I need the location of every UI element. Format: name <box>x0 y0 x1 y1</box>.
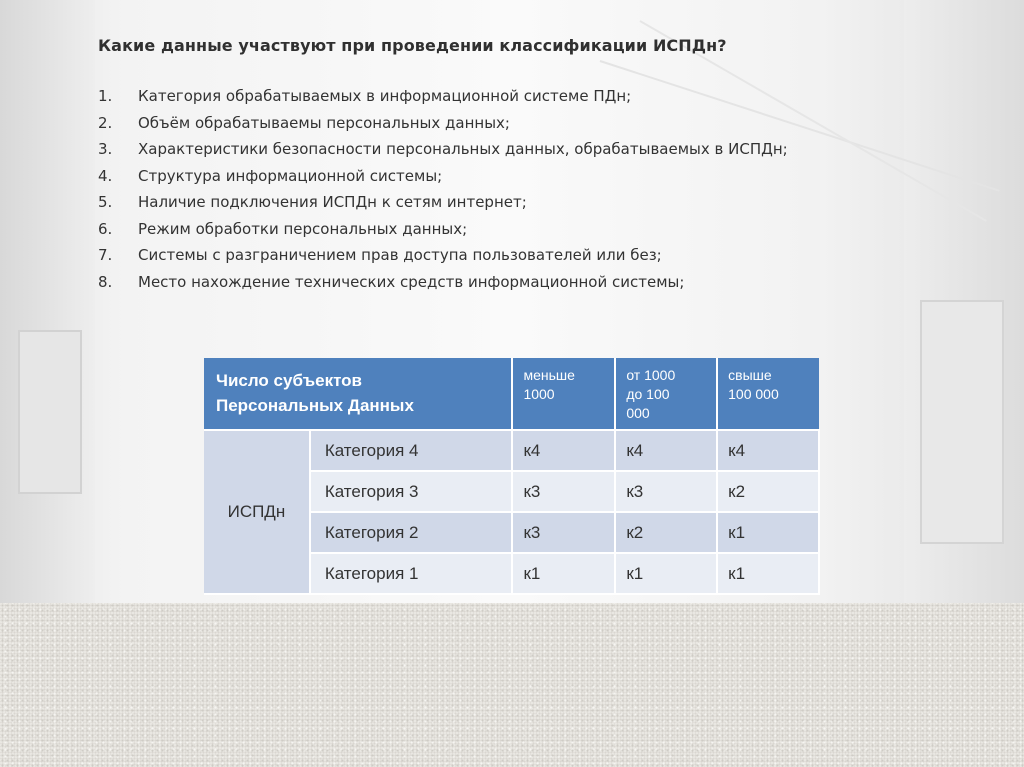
table-cell: к1 <box>717 512 819 553</box>
list-item-text: Режим обработки персональных данных; <box>138 219 468 238</box>
classification-table <box>204 358 820 595</box>
criteria-list <box>98 83 958 295</box>
list-item-number: 1. <box>98 87 113 105</box>
header-line: 000 <box>626 405 650 421</box>
list-item-number: 4. <box>98 166 113 185</box>
background-left-panel <box>0 0 95 603</box>
background-floor-texture <box>0 603 1024 767</box>
category-cell: Категория 1 <box>310 553 513 594</box>
table-cell: к3 <box>615 471 717 512</box>
header-line: 100 000 <box>728 386 779 402</box>
list-item-text: Категория обрабатываемых в информационной системе ПДн; <box>138 87 632 105</box>
table-cell: к1 <box>717 553 819 594</box>
list-item <box>98 136 958 163</box>
list-item-number: 7. <box>98 246 113 264</box>
list-item-number: 2. <box>98 113 113 132</box>
background-right-box <box>920 300 1004 544</box>
table-cell: к2 <box>717 471 819 512</box>
table-cell: к2 <box>615 512 717 553</box>
header-line: свыше <box>728 367 772 383</box>
list-item <box>98 269 958 296</box>
list-item-number: 5. <box>98 193 113 211</box>
list-item <box>98 163 958 190</box>
list-item <box>98 242 958 269</box>
header-line: Число субъектов <box>216 371 363 390</box>
category-cell: Категория 4 <box>310 430 513 471</box>
list-item <box>98 110 958 137</box>
table-header-subjects <box>204 358 512 430</box>
table-cell: к4 <box>717 430 819 471</box>
table-cell: к1 <box>512 553 615 594</box>
list-item-text: Структура информационной системы; <box>138 166 443 185</box>
list-item-text: Место нахождение технических средств информационной системы; <box>138 272 685 291</box>
list-item-text: Характеристики безопасности персональных данных, обрабатываемых в ИСПДн; <box>138 140 788 158</box>
table-cell: к1 <box>615 553 717 594</box>
list-item-text: Наличие подключения ИСПДн к сетям интернет; <box>138 193 527 211</box>
table-cell: к3 <box>512 512 615 553</box>
list-item <box>98 83 958 110</box>
row-group-label: ИСПДн <box>204 430 310 594</box>
header-line: Персональных Данных <box>216 396 414 415</box>
table-cell: к4 <box>512 430 615 471</box>
slide-title: Какие данные участвуют при проведении классификации ИСПДн? <box>98 36 727 55</box>
table-row <box>204 430 819 471</box>
list-item <box>98 189 958 216</box>
header-line: до 100 <box>626 386 670 402</box>
table-header-less-1000 <box>512 358 615 430</box>
table-header-over-100000 <box>717 358 819 430</box>
list-item-number: 3. <box>98 140 113 158</box>
header-line: от 1000 <box>626 367 676 383</box>
list-item-number: 6. <box>98 219 113 238</box>
category-cell: Категория 2 <box>310 512 513 553</box>
list-item-text: Объём обрабатываемы персональных данных; <box>138 113 510 132</box>
category-cell: Категория 3 <box>310 471 513 512</box>
header-line: 1000 <box>523 386 555 402</box>
table-header-row <box>204 358 819 430</box>
table-header-1000-100000 <box>615 358 717 430</box>
table-cell: к4 <box>615 430 717 471</box>
header-line: меньше <box>523 367 575 383</box>
list-item-number: 8. <box>98 272 113 291</box>
list-item-text: Системы с разграничением прав доступа пользователей или без; <box>138 246 662 264</box>
background-window <box>18 330 82 494</box>
list-item <box>98 216 958 243</box>
table-cell: к3 <box>512 471 615 512</box>
